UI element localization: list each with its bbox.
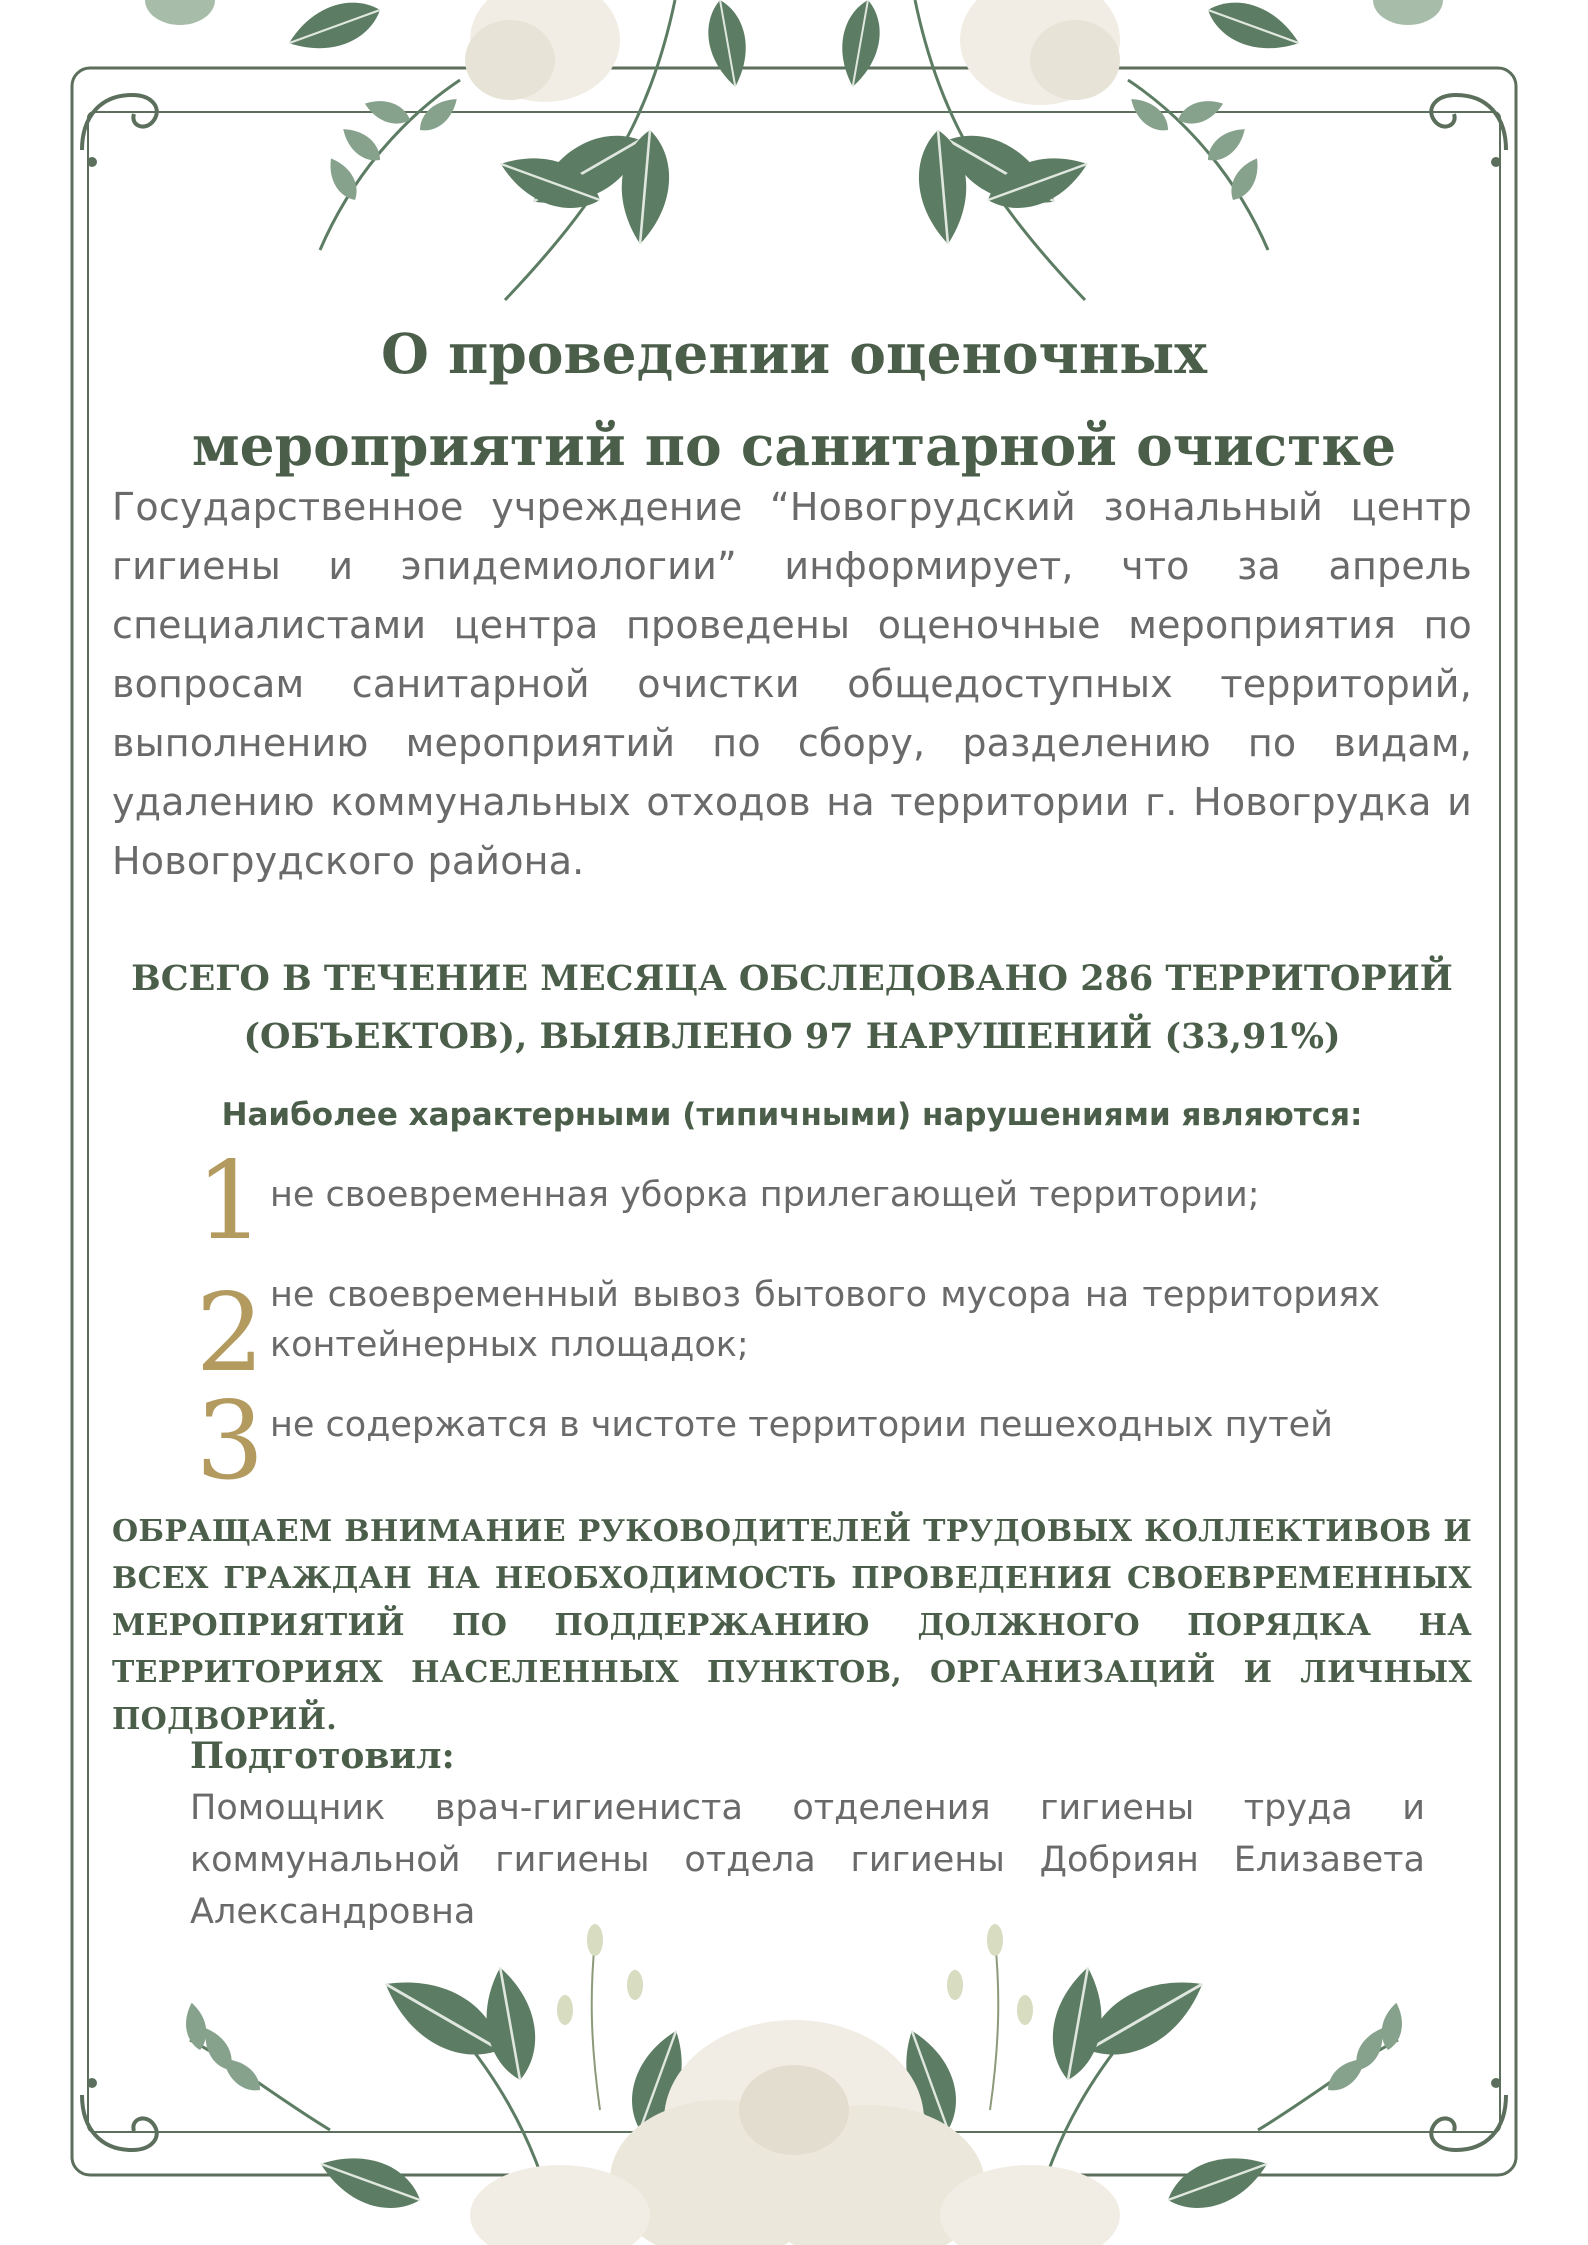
notice-paragraph: ОБРАЩАЕМ ВНИМАНИЕ РУКОВОДИТЕЛЕЙ ТРУДОВЫХ КОЛЛЕКТИВОВ И ВСЕХ ГРАЖДАН НА НЕОБХОДИМОСТЬ ПРОВЕДЕНИЯ СВОЕВРЕМЕННЫХ МЕРОПРИЯТИЙ ПО ПОДДЕРЖАНИЮ ДОЛЖНОГО ПОРЯДКА НА ТЕРРИТОРИЯХ НАСЕЛЕННЫХ ПУНКТОВ, ОРГАНИЗАЦИЙ И ЛИЧНЫХ ПОДВОРИЙ. — [112, 1514, 1472, 1737]
statistics-line-2: (ОБЪЕКТОВ), ВЫЯВЛЕНО 97 НАРУШЕНИЙ (33,91%) — [243, 1016, 1341, 1057]
floral-bottom-ornament-icon — [182, 1924, 1406, 2245]
intro-paragraph: Государственное учреждение “Новогрудский зональный центр гигиены и эпидемиологии” информирует, что за апрель специалистами центра проведены оценочные мероприятия по вопросам санитарной очистки общедоступных территорий, выполнению мероприятий по сбору, разделению по видам, удалению коммунальных отходов на территории г. Новогрудка и Новогрудского района. — [112, 485, 1472, 883]
statistics-summary — [112, 950, 1472, 1066]
title-line-2: мероприятий по санитарной очистке — [191, 413, 1397, 478]
corner-curl-top-left-icon — [82, 95, 157, 167]
violation-item-3 — [195, 1379, 1380, 1504]
statistics-line-1: ВСЕГО В ТЕЧЕНИЕ МЕСЯЦА ОБСЛЕДОВАНО 286 ТЕРРИТОРИЙ — [131, 958, 1453, 999]
prepared-by-text: Помощник врач-гигиениста отделения гигиены труда и коммунальной гигиены отдела гигиены Добриян Елизавета Александровна — [190, 1788, 1425, 1932]
corner-curl-bottom-right-icon — [1431, 2078, 1506, 2150]
violations-heading: Наиболее характерными (типичными) нарушениями являются: — [221, 1097, 1363, 1133]
floral-top-ornament-icon — [145, 0, 1443, 300]
title-line-1: О проведении оценочных — [381, 321, 1207, 386]
violation-text-1: не своевременная уборка прилегающей территории; — [270, 1175, 1260, 1215]
violation-number-2: 2 — [195, 1271, 265, 1396]
violation-number-1: 1 — [195, 1139, 265, 1264]
prepared-by-label: Подготовил: — [190, 1735, 455, 1777]
violation-text-3: не содержатся в чистоте территории пешеходных путей — [270, 1405, 1333, 1445]
violation-item-1 — [195, 1139, 1380, 1264]
corner-curl-top-right-icon — [1431, 95, 1506, 167]
page-title — [110, 308, 1478, 492]
violation-number-3: 3 — [195, 1379, 265, 1504]
corner-curl-bottom-left-icon — [82, 2078, 157, 2150]
violation-text-2: не своевременный вывоз бытового мусора на территориях контейнерных площадок; — [270, 1275, 1380, 1365]
violation-item-2 — [195, 1270, 1380, 1396]
